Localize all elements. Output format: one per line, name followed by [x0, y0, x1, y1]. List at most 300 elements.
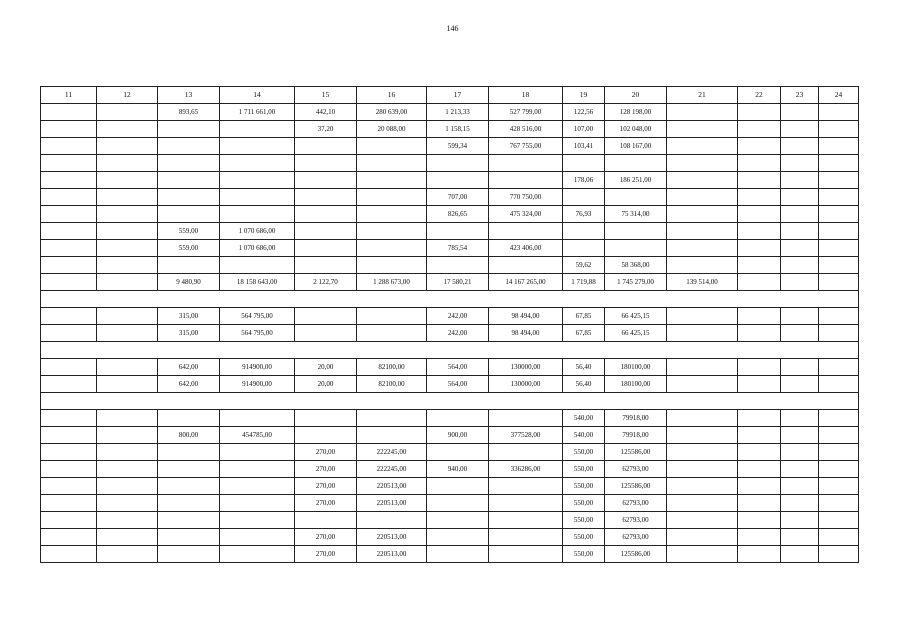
table-cell	[357, 410, 427, 427]
table-cell	[819, 121, 859, 138]
table-cell: 893,65	[158, 104, 220, 121]
table-cell	[41, 121, 97, 138]
table-cell	[781, 410, 819, 427]
table-cell	[819, 257, 859, 274]
table-cell	[489, 495, 563, 512]
table-cell: 139 514,00	[667, 274, 738, 291]
table-cell: 767 755,00	[489, 138, 563, 155]
table-cell	[738, 478, 781, 495]
table-cell: 125586,00	[605, 546, 667, 563]
table-cell: 707,00	[427, 189, 489, 206]
table-cell	[295, 223, 357, 240]
table-cell	[819, 495, 859, 512]
table-cell	[295, 308, 357, 325]
table-cell	[667, 155, 738, 172]
table-cell	[819, 223, 859, 240]
table-cell	[41, 427, 97, 444]
table-cell	[738, 274, 781, 291]
table-cell	[738, 359, 781, 376]
table-cell	[220, 189, 295, 206]
table-cell: 62793,00	[605, 461, 667, 478]
table-cell: 564,00	[427, 376, 489, 393]
table-cell: 20 088,00	[357, 121, 427, 138]
table-cell: 1 745 279,00	[605, 274, 667, 291]
table-cell: 2 122,70	[295, 274, 357, 291]
table-cell: 550,00	[563, 495, 605, 512]
table-cell	[295, 155, 357, 172]
table-cell	[41, 444, 97, 461]
table-cell: 900,00	[427, 427, 489, 444]
table-cell	[667, 512, 738, 529]
table-cell	[781, 104, 819, 121]
table-cell	[781, 427, 819, 444]
section-divider-row	[41, 342, 859, 359]
table-cell	[357, 257, 427, 274]
table-row	[41, 512, 859, 529]
table-cell: 125586,00	[605, 478, 667, 495]
table-cell: 550,00	[563, 444, 605, 461]
column-header: 12	[97, 87, 158, 104]
table-cell	[605, 189, 667, 206]
table-row	[41, 138, 859, 155]
table-cell	[489, 444, 563, 461]
table-cell	[738, 461, 781, 478]
table-cell	[97, 410, 158, 427]
table-cell	[295, 512, 357, 529]
table-cell: 76,93	[563, 206, 605, 223]
table-cell: 220513,00	[357, 495, 427, 512]
table-cell	[667, 325, 738, 342]
table-cell	[41, 240, 97, 257]
table-cell	[41, 104, 97, 121]
table-cell	[738, 325, 781, 342]
table-cell: 122,56	[563, 104, 605, 121]
table-cell	[357, 240, 427, 257]
table-cell: 220513,00	[357, 546, 427, 563]
table-cell	[97, 461, 158, 478]
table-cell	[667, 461, 738, 478]
table-cell	[667, 223, 738, 240]
table-cell	[667, 257, 738, 274]
table-cell: 550,00	[563, 512, 605, 529]
table-cell	[220, 444, 295, 461]
table-cell	[295, 240, 357, 257]
column-header: 22	[738, 87, 781, 104]
table-cell	[295, 410, 357, 427]
table-cell: 108 167,00	[605, 138, 667, 155]
table-cell	[41, 189, 97, 206]
table-cell	[563, 223, 605, 240]
table-cell: 62793,00	[605, 512, 667, 529]
table-cell	[563, 189, 605, 206]
table-cell: 642,00	[158, 359, 220, 376]
table-cell: 826,65	[427, 206, 489, 223]
table-cell	[97, 138, 158, 155]
table-cell	[158, 206, 220, 223]
table-cell	[427, 529, 489, 546]
table-cell	[295, 189, 357, 206]
table-cell: 67,85	[563, 325, 605, 342]
table-cell: 550,00	[563, 461, 605, 478]
table-cell: 1 711 661,00	[220, 104, 295, 121]
table-cell: 66 425,15	[605, 308, 667, 325]
table-cell	[295, 138, 357, 155]
table-cell	[738, 410, 781, 427]
table-cell: 98 494,00	[489, 308, 563, 325]
table-cell	[819, 478, 859, 495]
table-cell: 98 494,00	[489, 325, 563, 342]
table-cell	[819, 427, 859, 444]
table-cell	[605, 155, 667, 172]
table-row	[41, 461, 859, 478]
table-cell	[667, 138, 738, 155]
table-cell	[97, 308, 158, 325]
table-cell	[97, 240, 158, 257]
table-cell	[97, 206, 158, 223]
section-divider-row	[41, 393, 859, 410]
table-row	[41, 546, 859, 563]
table-cell	[781, 206, 819, 223]
table-cell	[97, 444, 158, 461]
table-cell	[427, 172, 489, 189]
table-cell	[781, 138, 819, 155]
table-cell	[667, 104, 738, 121]
table-cell: 37,20	[295, 121, 357, 138]
table-cell	[357, 308, 427, 325]
table-cell	[97, 325, 158, 342]
table-cell: 642,00	[158, 376, 220, 393]
table-cell	[738, 257, 781, 274]
table-cell	[357, 189, 427, 206]
table-cell	[97, 546, 158, 563]
table-cell: 270,00	[295, 546, 357, 563]
table-cell	[738, 172, 781, 189]
table-cell	[667, 495, 738, 512]
table-cell	[158, 257, 220, 274]
table-cell: 1 213,33	[427, 104, 489, 121]
table-cell: 564 795,00	[220, 325, 295, 342]
table-cell	[738, 189, 781, 206]
table-cell	[489, 512, 563, 529]
table-cell	[357, 223, 427, 240]
table-cell	[667, 172, 738, 189]
table-row	[41, 189, 859, 206]
table-cell	[427, 257, 489, 274]
table-cell	[97, 376, 158, 393]
table-cell	[738, 444, 781, 461]
table-cell	[158, 155, 220, 172]
table-cell: 130000,00	[489, 359, 563, 376]
column-header: 19	[563, 87, 605, 104]
table-cell	[295, 257, 357, 274]
table-cell	[781, 308, 819, 325]
table-cell	[781, 461, 819, 478]
table-cell	[41, 308, 97, 325]
table-cell	[819, 546, 859, 563]
column-header: 18	[489, 87, 563, 104]
table-cell	[819, 461, 859, 478]
table-cell	[427, 495, 489, 512]
table-cell	[563, 240, 605, 257]
table-cell	[489, 529, 563, 546]
table-cell	[220, 121, 295, 138]
table-cell	[819, 410, 859, 427]
table-cell	[667, 529, 738, 546]
table-cell: 56,40	[563, 376, 605, 393]
table-cell	[667, 189, 738, 206]
table-cell	[220, 155, 295, 172]
table-cell	[41, 359, 97, 376]
table-cell	[220, 529, 295, 546]
table-cell	[41, 529, 97, 546]
table-cell: 270,00	[295, 495, 357, 512]
table-cell	[97, 172, 158, 189]
table-cell: 242,00	[427, 325, 489, 342]
table-cell	[819, 444, 859, 461]
table-cell: 428 516,00	[489, 121, 563, 138]
table-cell	[158, 512, 220, 529]
table-cell	[97, 257, 158, 274]
table-cell	[158, 121, 220, 138]
table-cell	[41, 478, 97, 495]
table-row	[41, 478, 859, 495]
table-cell: 103,41	[563, 138, 605, 155]
table-cell: 75 314,00	[605, 206, 667, 223]
table-cell: 377528,00	[489, 427, 563, 444]
table-cell: 9 480,90	[158, 274, 220, 291]
table-cell	[489, 172, 563, 189]
table-cell: 270,00	[295, 529, 357, 546]
table-cell: 128 198,00	[605, 104, 667, 121]
table-cell	[781, 495, 819, 512]
table-cell	[41, 155, 97, 172]
table-cell	[819, 529, 859, 546]
table-cell	[819, 325, 859, 342]
table-cell: 58 368,00	[605, 257, 667, 274]
table-cell: 220513,00	[357, 529, 427, 546]
table-cell	[489, 257, 563, 274]
table-row	[41, 223, 859, 240]
table-cell	[667, 427, 738, 444]
table-cell	[781, 512, 819, 529]
table-cell	[357, 155, 427, 172]
table-cell	[489, 410, 563, 427]
table-cell	[738, 308, 781, 325]
table-cell	[489, 155, 563, 172]
table-cell	[427, 478, 489, 495]
table-cell: 56,40	[563, 359, 605, 376]
table-cell	[97, 189, 158, 206]
table-cell	[781, 155, 819, 172]
column-header: 16	[357, 87, 427, 104]
table-cell	[97, 478, 158, 495]
table-cell	[158, 495, 220, 512]
section-divider-row	[41, 291, 859, 308]
table-cell	[41, 410, 97, 427]
column-header: 17	[427, 87, 489, 104]
table-cell	[97, 274, 158, 291]
table-cell	[220, 546, 295, 563]
table-cell	[781, 444, 819, 461]
table-cell: 800,00	[158, 427, 220, 444]
table-cell	[819, 308, 859, 325]
table-cell	[427, 512, 489, 529]
table-cell	[158, 189, 220, 206]
table-cell	[41, 495, 97, 512]
table-cell	[97, 104, 158, 121]
table-cell	[819, 274, 859, 291]
page-number: 146	[446, 24, 459, 33]
table-cell	[738, 376, 781, 393]
table-cell	[781, 325, 819, 342]
table-cell: 180100,00	[605, 376, 667, 393]
table-cell	[158, 410, 220, 427]
table-cell: 67,85	[563, 308, 605, 325]
table-cell	[667, 478, 738, 495]
table-cell: 454785,00	[220, 427, 295, 444]
table-cell: 18 158 643,00	[220, 274, 295, 291]
table-cell	[357, 325, 427, 342]
table-cell	[97, 121, 158, 138]
table-cell: 222245,00	[357, 444, 427, 461]
table-cell	[220, 206, 295, 223]
table-cell: 564 795,00	[220, 308, 295, 325]
table-cell: 1 070 686,00	[220, 240, 295, 257]
table-cell	[667, 308, 738, 325]
table-cell: 315,00	[158, 308, 220, 325]
table-cell: 107,00	[563, 121, 605, 138]
table-cell	[41, 512, 97, 529]
table-cell	[781, 359, 819, 376]
table-cell	[427, 410, 489, 427]
table-cell: 336286,00	[489, 461, 563, 478]
table-cell	[41, 274, 97, 291]
table-cell	[97, 495, 158, 512]
table-cell: 914900,00	[220, 376, 295, 393]
table-cell	[97, 512, 158, 529]
table-cell: 180100,00	[605, 359, 667, 376]
table-cell	[158, 529, 220, 546]
table-cell	[781, 478, 819, 495]
table-cell	[158, 546, 220, 563]
table-cell	[357, 206, 427, 223]
table-cell	[220, 478, 295, 495]
table-cell	[220, 512, 295, 529]
table-cell: 62793,00	[605, 495, 667, 512]
column-header: 15	[295, 87, 357, 104]
table-cell	[738, 223, 781, 240]
column-header: 11	[41, 87, 97, 104]
table-cell	[738, 529, 781, 546]
table-cell: 559,00	[158, 240, 220, 257]
table-cell: 62793,00	[605, 529, 667, 546]
table-cell	[819, 512, 859, 529]
table-cell	[819, 376, 859, 393]
table-cell	[295, 427, 357, 444]
table-row	[41, 104, 859, 121]
table-cell: 1 070 686,00	[220, 223, 295, 240]
table-cell: 550,00	[563, 546, 605, 563]
table-cell	[489, 478, 563, 495]
table-cell: 270,00	[295, 461, 357, 478]
table-cell	[781, 376, 819, 393]
table-cell	[427, 155, 489, 172]
column-header: 20	[605, 87, 667, 104]
table-cell	[427, 444, 489, 461]
table-cell	[667, 376, 738, 393]
table-cell: 79918,00	[605, 427, 667, 444]
table-cell: 315,00	[158, 325, 220, 342]
table-cell	[667, 444, 738, 461]
table-row	[41, 529, 859, 546]
divider-cell	[41, 342, 859, 359]
table-cell	[667, 206, 738, 223]
table-cell	[819, 155, 859, 172]
table-cell	[819, 189, 859, 206]
table-row	[41, 257, 859, 274]
table-cell: 540,00	[563, 427, 605, 444]
table-cell	[738, 427, 781, 444]
table-cell	[97, 359, 158, 376]
table-cell	[158, 478, 220, 495]
table-cell	[819, 359, 859, 376]
table-cell	[667, 240, 738, 257]
table-cell	[563, 155, 605, 172]
table-cell	[781, 223, 819, 240]
divider-cell	[41, 291, 859, 308]
table-cell	[819, 206, 859, 223]
table-cell	[220, 172, 295, 189]
table-cell: 785,54	[427, 240, 489, 257]
column-header: 21	[667, 87, 738, 104]
table-cell	[97, 223, 158, 240]
table-cell: 770 750,00	[489, 189, 563, 206]
table-cell	[220, 461, 295, 478]
table-row	[41, 121, 859, 138]
table-cell	[819, 104, 859, 121]
table-cell: 14 167 265,00	[489, 274, 563, 291]
table-cell	[220, 495, 295, 512]
data-table	[40, 86, 859, 563]
table-cell	[781, 189, 819, 206]
table-cell: 222245,00	[357, 461, 427, 478]
table-row	[41, 410, 859, 427]
table-cell: 178,06	[563, 172, 605, 189]
table-cell	[738, 512, 781, 529]
table-cell	[489, 223, 563, 240]
table-cell	[427, 223, 489, 240]
table-cell	[41, 138, 97, 155]
table-cell	[819, 240, 859, 257]
table-cell: 20,00	[295, 376, 357, 393]
table-cell	[357, 138, 427, 155]
table-row	[41, 495, 859, 512]
table-cell: 550,00	[563, 529, 605, 546]
table-row	[41, 308, 859, 325]
table-cell	[605, 240, 667, 257]
table-row	[41, 427, 859, 444]
table-cell	[819, 172, 859, 189]
table-cell	[97, 529, 158, 546]
table-row	[41, 376, 859, 393]
table-row	[41, 172, 859, 189]
table-cell	[41, 376, 97, 393]
table-cell: 102 048,00	[605, 121, 667, 138]
table-cell: 914900,00	[220, 359, 295, 376]
column-header: 13	[158, 87, 220, 104]
table-cell: 59,62	[563, 257, 605, 274]
table-cell	[667, 546, 738, 563]
